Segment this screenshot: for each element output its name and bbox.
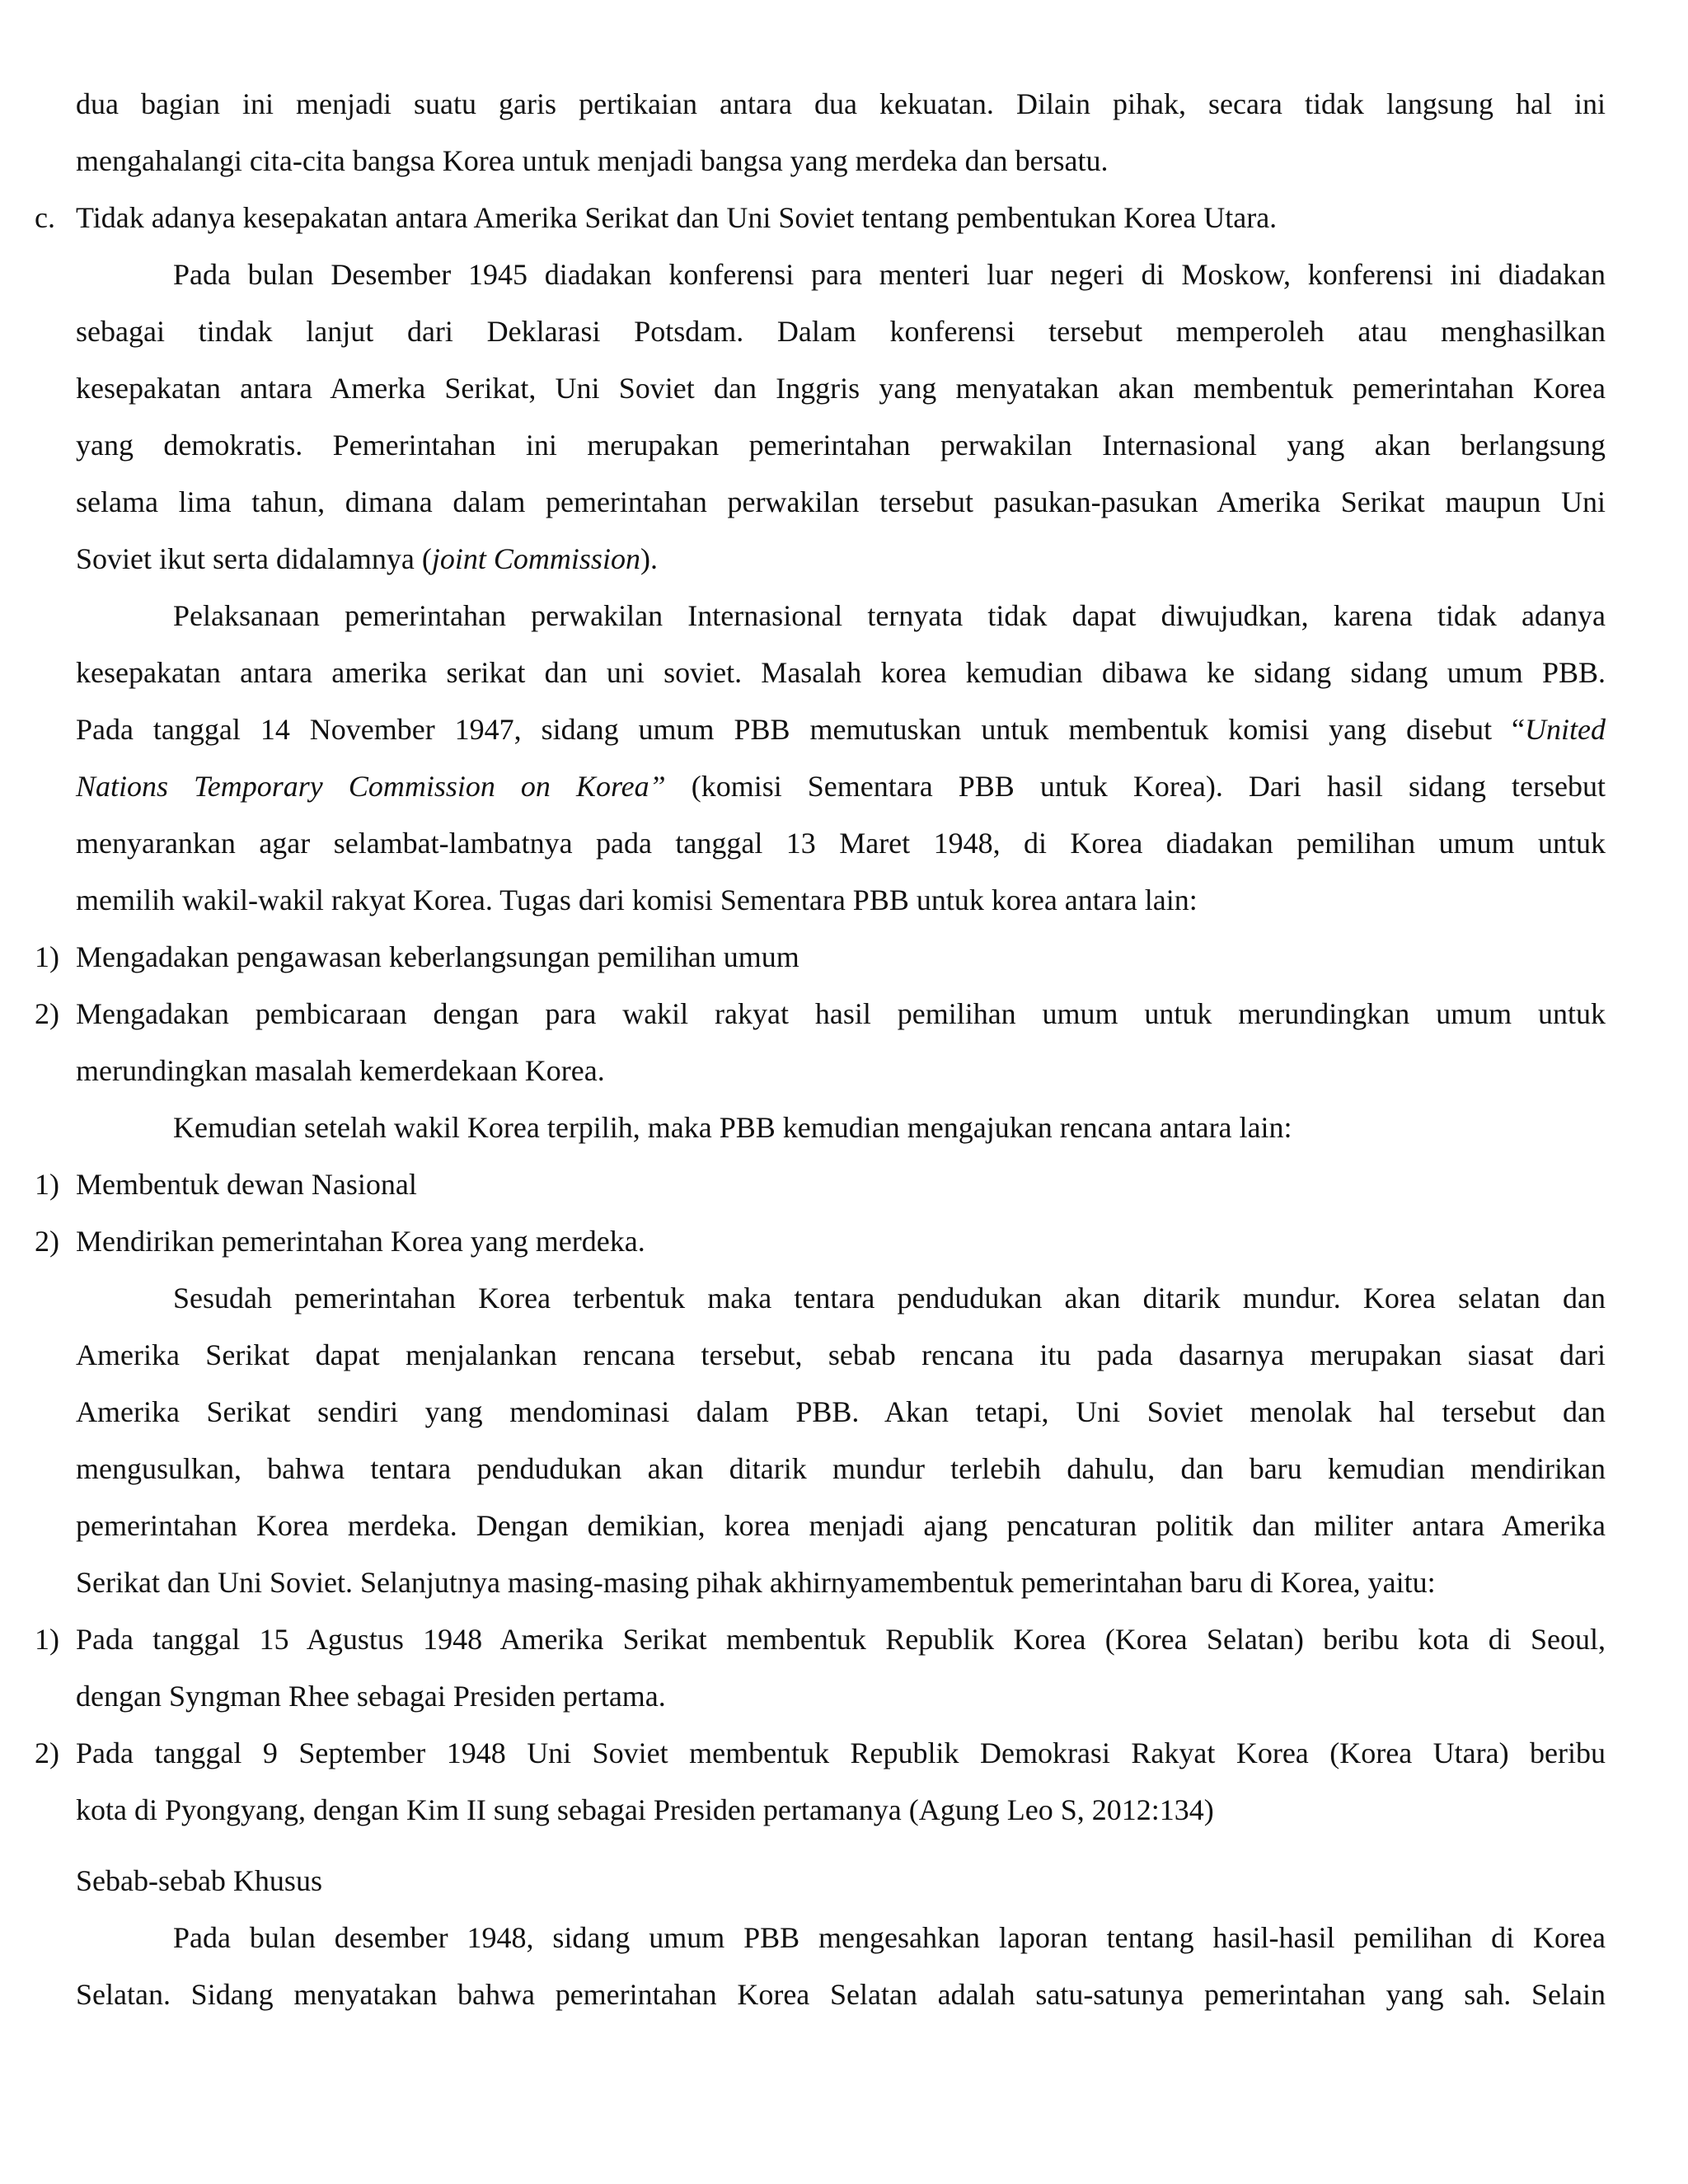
list-item-text: Mengadakan pengawasan keberlangsungan pemilihan umum <box>76 940 799 973</box>
italic-term: joint Commission <box>431 542 640 575</box>
paragraph-line <box>76 541 658 577</box>
paragraph-line: mengusulkan, bahwa tentara pendudukan akan ditarik mundur terlebih dahulu, dan baru kemudian mendirikan <box>76 1452 1606 1485</box>
paragraph-line: Pelaksanaan pemerintahan perwakilan Internasional ternyata tidak dapat diwujudkan, karena tidak adanya <box>173 599 1606 632</box>
text-run: Pada tanggal 14 November 1947, sidang umum PBB memutuskan untuk membentuk komisi yang disebut “ <box>76 713 1526 746</box>
paragraph-line: Sesudah pemerintahan Korea terbentuk maka tentara pendudukan akan ditarik mundur. Korea selatan dan <box>173 1282 1606 1315</box>
paragraph-line: Serikat dan Uni Soviet. Selanjutnya masing-masing pihak akhirnyamembentuk pemerintahan baru di Korea, yaitu: <box>76 1566 1436 1599</box>
italic-term: Nations Temporary Commission on Korea” <box>76 770 666 803</box>
text-run: (komisi Sementara PBB untuk Korea). Dari hasil sidang tersebut <box>665 770 1606 803</box>
list-marker: 1) <box>35 1168 59 1201</box>
list-marker: 1) <box>35 1623 59 1656</box>
list-marker: 2) <box>35 1225 59 1258</box>
paragraph-line: selama lima tahun, dimana dalam pemerintahan perwakilan tersebut pasukan-pasukan Amerika Serikat maupun Uni <box>76 485 1606 518</box>
paragraph-line: memilih wakil-wakil rakyat Korea. Tugas dari komisi Sementara PBB untuk korea antara lain: <box>76 883 1198 916</box>
section-heading: Sebab-sebab Khusus <box>76 1864 322 1897</box>
list-item-text: Tidak adanya kesepakatan antara Amerika Serikat dan Uni Soviet tentang pembentukan Korea Utara. <box>76 201 1278 234</box>
paragraph-line <box>76 711 1606 748</box>
paragraph-line: Amerika Serikat sendiri yang mendominasi dalam PBB. Akan tetapi, Uni Soviet menolak hal tersebut dan <box>76 1395 1606 1428</box>
list-item-text: Mendirikan pemerintahan Korea yang merdeka. <box>76 1225 645 1258</box>
italic-term: United <box>1525 713 1606 746</box>
list-item-text: Mengadakan pembicaraan dengan para wakil rakyat hasil pemilihan umum untuk merundingkan umum untuk <box>76 997 1606 1030</box>
list-item-text: Membentuk dewan Nasional <box>76 1168 417 1201</box>
list-item-text: merundingkan masalah kemerdekaan Korea. <box>76 1054 605 1087</box>
paragraph-line: kesepakatan antara amerika serikat dan uni soviet. Masalah korea kemudian dibawa ke sidang sidang umum PBB. <box>76 656 1606 689</box>
text-run: Soviet ikut serta didalamnya ( <box>76 542 432 575</box>
paragraph-line: Kemudian setelah wakil Korea terpilih, maka PBB kemudian mengajukan rencana antara lain: <box>173 1111 1292 1144</box>
paragraph-line: dua bagian ini menjadi suatu garis pertikaian antara dua kekuatan. Dilain pihak, secara tidak langsung hal ini <box>76 87 1606 120</box>
paragraph-line: mengahalangi cita-cita bangsa Korea untuk menjadi bangsa yang merdeka dan bersatu. <box>76 144 1109 177</box>
list-marker: 2) <box>35 1736 59 1769</box>
list-item-text: dengan Syngman Rhee sebagai Presiden pertama. <box>76 1680 666 1713</box>
list-item-text: kota di Pyongyang, dengan Kim II sung sebagai Presiden pertamanya (Agung Leo S, 2012:134) <box>76 1793 1214 1826</box>
paragraph-line: Amerika Serikat dapat menjalankan rencana tersebut, sebab rencana itu pada dasarnya merupakan siasat dari <box>76 1338 1606 1371</box>
paragraph-line: sebagai tindak lanjut dari Deklarasi Potsdam. Dalam konferensi tersebut memperoleh atau menghasilkan <box>76 315 1606 348</box>
list-marker: 1) <box>35 940 59 973</box>
paragraph-line: yang demokratis. Pemerintahan ini merupakan pemerintahan perwakilan Internasional yang akan berlangsung <box>76 429 1606 462</box>
paragraph-line: pemerintahan Korea merdeka. Dengan demikian, korea menjadi ajang pencaturan politik dan militer antara Amerika <box>76 1509 1606 1542</box>
paragraph-line: Pada bulan desember 1948, sidang umum PBB mengesahkan laporan tentang hasil-hasil pemilihan di Korea <box>173 1921 1606 1954</box>
paragraph-line: Selatan. Sidang menyatakan bahwa pemerintahan Korea Selatan adalah satu-satunya pemerintahan yang sah. Selain <box>76 1978 1606 2011</box>
paragraph-line: Pada bulan Desember 1945 diadakan konferensi para menteri luar negeri di Moskow, konferensi ini diadakan <box>173 258 1606 291</box>
paragraph-line: kesepakatan antara Amerka Serikat, Uni Soviet dan Inggris yang menyatakan akan membentuk pemerintahan Korea <box>76 372 1606 405</box>
list-item-text: Pada tanggal 9 September 1948 Uni Soviet membentuk Republik Demokrasi Rakyat Korea (Korea Utara) beribu <box>76 1736 1606 1769</box>
list-item-text: Pada tanggal 15 Agustus 1948 Amerika Serikat membentuk Republik Korea (Korea Selatan) beribu kota di Seoul, <box>76 1623 1606 1656</box>
paragraph-line <box>76 768 1606 804</box>
list-marker: c. <box>35 201 55 234</box>
paragraph-line: menyarankan agar selambat-lambatnya pada tanggal 13 Maret 1948, di Korea diadakan pemilihan umum untuk <box>76 827 1606 860</box>
text-run: ). <box>640 542 658 575</box>
list-marker: 2) <box>35 997 59 1030</box>
